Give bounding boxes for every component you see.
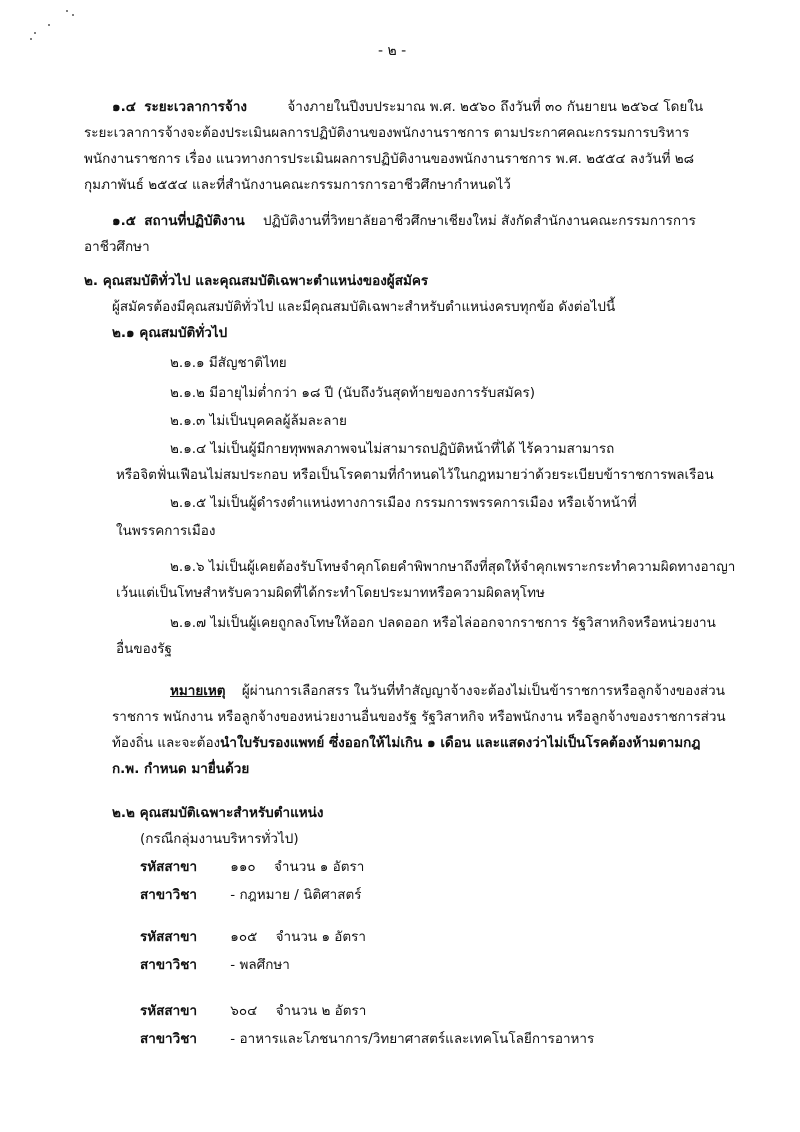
section-2-1-heading: ๒.๑ คุณสมบัติทั่วไป: [112, 325, 228, 341]
section-2-2-subheading: (กรณีกลุ่มงานบริหารทั่วไป): [140, 831, 299, 847]
note-first-line: [170, 682, 725, 700]
section-1-4-line-3: พนักงานราชการ เรื่อง แนวทางการประเมินผลการปฏิบัติงานของพนักงานราชการ พ.ศ. ๒๕๕๔ ลงวันที่ ๒๘: [84, 151, 695, 167]
section-1-5-heading: สถานที่ปฏิบัติงาน: [144, 213, 245, 229]
position-1-code-row: [140, 858, 364, 876]
qualification-2-1-4: ๒.๑.๔ ไม่เป็นผู้มีกายทุพพลภาพจนไม่สามารถปฏิบัติหน้าที่ได้ ไร้ความสามารถ: [170, 441, 615, 457]
qualification-2-1-6-cont: เว้นแต่เป็นโทษสำหรับความผิดที่ได้กระทำโดยประมาทหรือความผิดลหุโทษ: [116, 585, 545, 601]
section-1-4-heading: ระยะเวลาการจ้าง: [144, 99, 248, 115]
position-field: - อาหารและโภชนาการ/วิทยาศาสตร์และเทคโนโลยีการอาหาร: [230, 1031, 595, 1047]
section-1-5-number: ๑.๕: [112, 213, 136, 229]
qualification-2-1-7: ๒.๑.๗ ไม่เป็นผู้เคยถูกลงโทษให้ออก ปลดออก หรือไล่ออกจากราชการ รัฐวิสาหกิจหรือหน่วยงาน: [170, 615, 716, 631]
section-2-heading: ๒. คุณสมบัติทั่วไป และคุณสมบัติเฉพาะตำแหน่งของผู้สมัคร: [84, 273, 429, 289]
page-number: - ๒ -: [378, 43, 407, 59]
section-2-intro: ผู้สมัครต้องมีคุณสมบัติทั่วไป และมีคุณสมบัติเฉพาะสำหรับตำแหน่งครบทุกข้อ ดังต่อไปนี้: [112, 299, 616, 315]
position-2-field-row: [140, 956, 290, 974]
note-line-2: ราชการ พนักงาน หรือลูกจ้างของหน่วยงานอื่นของรัฐ รัฐวิสาหกิจ หรือพนักงาน หรือลูกจ้างของราชการส่วน: [112, 709, 726, 725]
section-1-5-line-2: อาชีวศึกษา: [84, 239, 150, 255]
qualification-2-1-7-cont: อื่นของรัฐ: [116, 641, 172, 657]
section-1-4-number: ๑.๔: [112, 99, 136, 115]
position-count: จำนวน ๑ อัตรา: [275, 929, 367, 945]
qualification-2-1-5-cont: ในพรรคการเมือง: [116, 523, 216, 539]
section-1-4-text: จ้างภายในปีงบประมาณ พ.ศ. ๒๕๖๐ ถึงวันที่ ๓๐ กันยายน ๒๕๖๔ โดยใน: [287, 99, 704, 115]
code-label: รหัสสาขา: [140, 1003, 198, 1019]
position-1-field-row: [140, 886, 362, 904]
qualification-2-1-3: ๒.๑.๓ ไม่เป็นบุคคลผู้ล้มละลาย: [170, 413, 347, 429]
field-label: สาขาวิชา: [140, 887, 197, 903]
qualification-2-1-1: ๒.๑.๑ มีสัญชาติไทย: [170, 355, 287, 371]
section-1-4-line-4: กุมภาพันธ์ ๒๕๕๔ และที่สำนักงานคณะกรรมการการอาชีวศึกษากำหนดไว้: [84, 177, 511, 193]
code-label: รหัสสาขา: [140, 929, 198, 945]
qualification-2-1-4-cont: หรือจิตฟั่นเฟือนไม่สมประกอบ หรือเป็นโรคตามที่กำหนดไว้ในกฎหมายว่าด้วยระเบียบข้าราชการพลเรือน: [116, 467, 714, 483]
position-code: ๑๑๐: [230, 859, 256, 875]
section-1-5-first-line: [112, 212, 696, 230]
scan-specks: [28, 8, 88, 48]
position-3-code-row: [140, 1002, 366, 1020]
note-line-3: [112, 734, 700, 752]
position-code: ๑๐๕: [230, 929, 258, 945]
field-label: สาขาวิชา: [140, 957, 197, 973]
qualification-2-1-5: ๒.๑.๕ ไม่เป็นผู้ดำรงตำแหน่งทางการเมือง กรรมการพรรคการเมือง หรือเจ้าหน้าที่: [170, 495, 637, 511]
position-field: - พลศึกษา: [230, 957, 290, 973]
note-line-4: ก.พ. กำหนด มายื่นด้วย: [112, 761, 250, 777]
section-2-2-heading: ๒.๒ คุณสมบัติเฉพาะสำหรับตำแหน่ง: [112, 805, 324, 821]
position-count: จำนวน ๒ อัตรา: [275, 1003, 367, 1019]
position-count: จำนวน ๑ อัตรา: [273, 859, 365, 875]
qualification-2-1-2: ๒.๑.๒ มีอายุไม่ต่ำกว่า ๑๘ ปี (นับถึงวันสุดท้ายของการรับสมัคร): [170, 385, 536, 401]
code-label: รหัสสาขา: [140, 859, 198, 875]
section-1-4-first-line: [112, 98, 703, 116]
position-3-field-row: [140, 1030, 594, 1048]
section-1-4-line-2: ระยะเวลาการจ้างจะต้องประเมินผลการปฏิบัติงานของพนักงานราชการ ตามประกาศคณะกรรมการบริหาร: [84, 125, 690, 141]
field-label: สาขาวิชา: [140, 1031, 197, 1047]
note-line-3-plain: ท้องถิ่น และจะต้อง: [112, 735, 221, 751]
section-1-5-text: ปฏิบัติงานที่วิทยาลัยอาชีวศึกษาเชียงใหม่ สังกัดสำนักงานคณะกรรมการการ: [263, 213, 696, 229]
note-line-3-bold: นำใบรับรองแพทย์ ซึ่งออกให้ไม่เกิน ๑ เดือน และแสดงว่าไม่เป็นโรคต้องห้ามตามกฎ: [220, 735, 701, 751]
position-code: ๖๐๔: [230, 1003, 258, 1019]
position-field: - กฎหมาย / นิติศาสตร์: [230, 887, 362, 903]
position-2-code-row: [140, 928, 366, 946]
note-text: ผู้ผ่านการเลือกสรร ในวันที่ทำสัญญาจ้างจะต้องไม่เป็นข้าราชการหรือลูกจ้างของส่วน: [241, 683, 725, 699]
qualification-2-1-6: ๒.๑.๖ ไม่เป็นผู้เคยต้องรับโทษจำคุกโดยคำพิพากษาถึงที่สุดให้จำคุกเพราะกระทำความผิดทางอาญา: [170, 559, 736, 575]
note-label: หมายเหตุ: [170, 683, 226, 699]
